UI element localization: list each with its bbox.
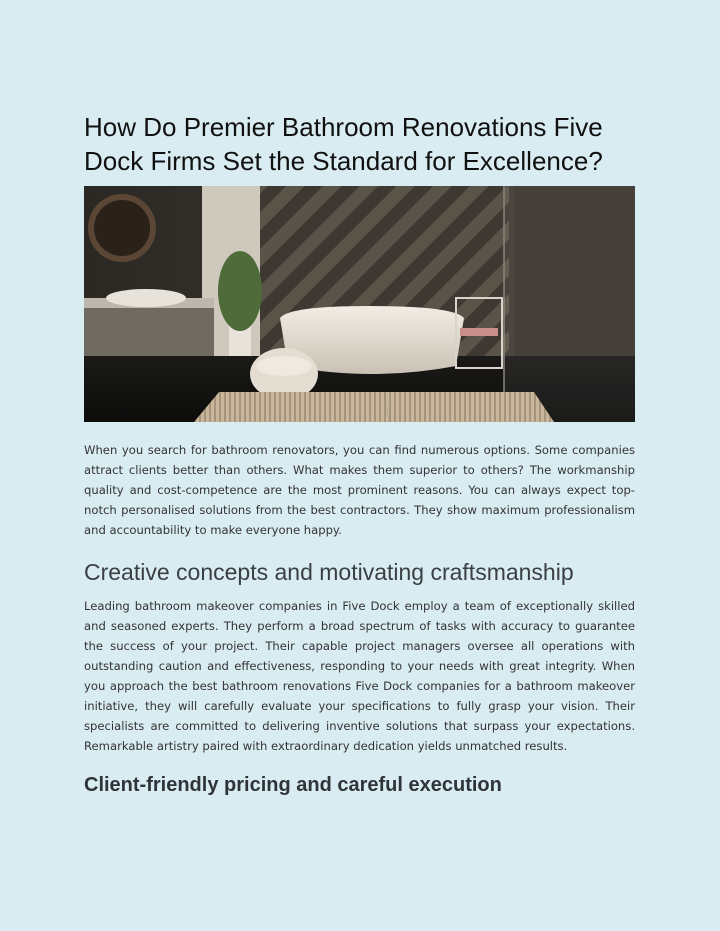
bathroom-photo (84, 186, 635, 422)
page-title: How Do Premier Bathroom Renovations Five Dock Firms Set the Standard for Excellence? (84, 112, 603, 176)
section-paragraph-creative-concepts: Leading bathroom makeover companies in Five Dock employ a team of exceptionally skilled and seasoned experts. They perform a broad spectrum of tasks with accuracy to guarantee the success of your project. Their capable project managers oversee all operations with outstanding caution and effectiveness, responding to your needs with great integrity. When you approach the best bathroom renovations Five Dock companies for a bathroom makeover initiative, they will carefully evaluate your specifications to fully grasp your vision. Their specialists are committed to delivering inventive solutions that surpass your expectations. Remarkable artistry paired with extraordinary dedication yields unmatched results. (84, 599, 635, 753)
section-heading-pricing: Client-friendly pricing and careful execution (84, 774, 502, 796)
section-heading-creative-concepts: Creative concepts and motivating craftsmanship (84, 559, 574, 585)
intro-paragraph: When you search for bathroom renovators, you can find numerous options. Some companies attract clients better than others. What makes them superior to others? The workmanship quality and cost-competence are the most prominent reasons. You can always expect top-notch personalised solutions from the best contractors. They show maximum professionalism and accountability to make everyone happy. (84, 443, 635, 537)
